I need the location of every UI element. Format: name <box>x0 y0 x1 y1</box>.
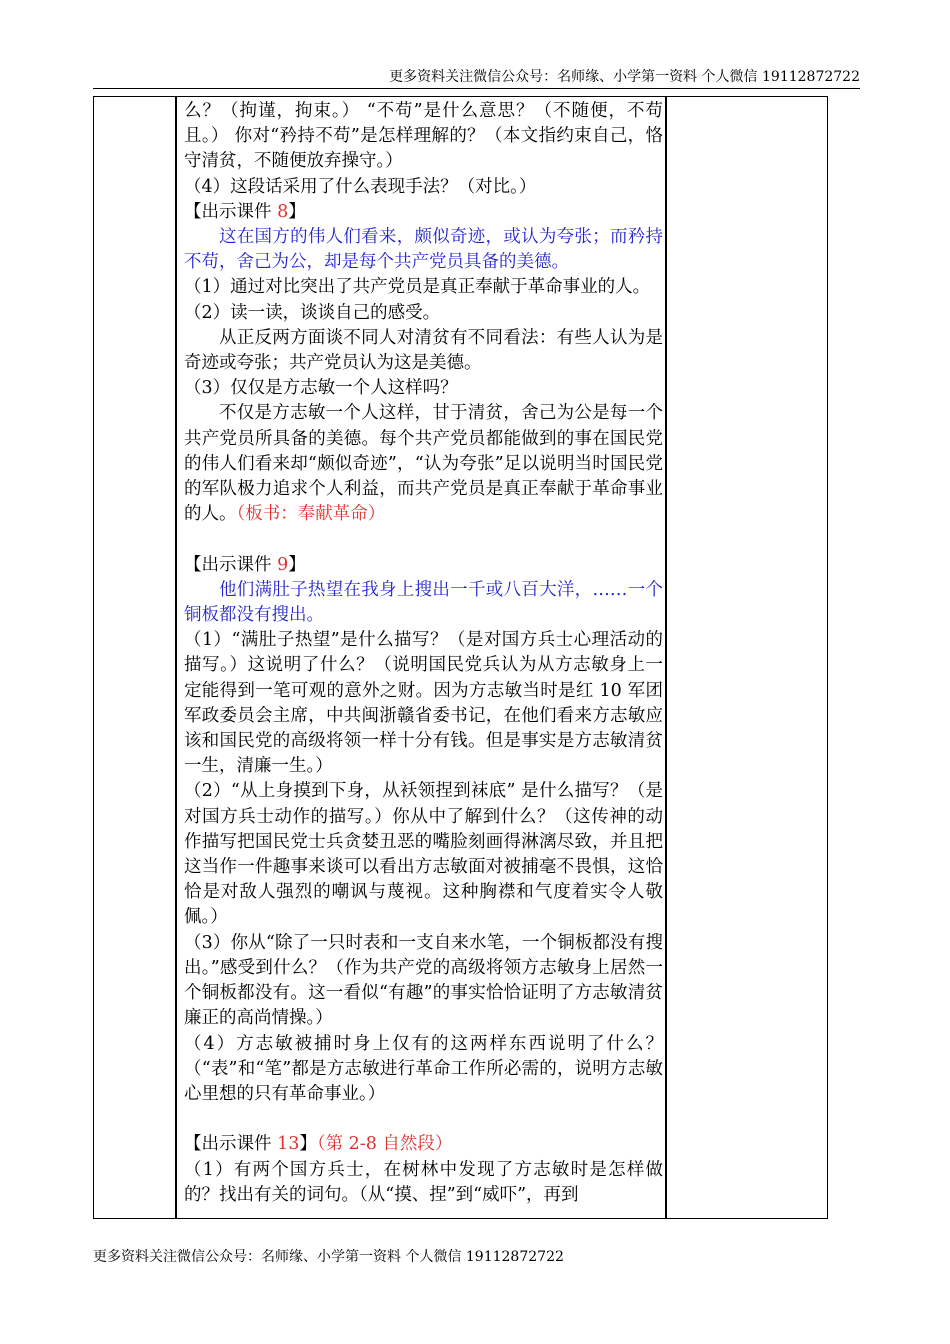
courseware-8-label <box>184 200 663 225</box>
courseware-13-label <box>184 1132 663 1157</box>
lesson-content-cell <box>184 99 663 1208</box>
paragraph: （4）这段话采用了什么表现手法？（对比。） <box>184 176 537 197</box>
quote-courseware-9: 他们满肚子热望在我身上搜出一千或八百大洋，……一个铜板都没有搜出。 <box>184 579 663 626</box>
courseware-number: 13 <box>277 1134 300 1155</box>
board-note: （板书：奉献革命） <box>236 504 386 525</box>
table-col-divider-right <box>665 97 667 1218</box>
paragraph-text: 不仅是方志敏一个人这样，甘于清贫，舍己为公是每一个共产党员所具备的美德。每个共产党员都能做到的事在国民党的伟人们看来却“颇似奇迹”，“认为夸张”足以说明当时国民党的军队极力追求个人利益，而共产党员是真正奉献于革命事业的人。 <box>184 403 663 525</box>
header-divider <box>93 88 860 89</box>
courseware-bracket: 【出示课件 <box>184 201 278 222</box>
paragraph: （2）“从上身摸到下身，从袄领捏到袜底” 是什么描写？（是对国方兵士动作的描写。）你从中了解到什么？（这传神的动作描写把国民党士兵贪婪丑恶的嘴脸刻画得淋漓尽致，并且把这当作一件趣事来谈可以看出方志敏面对被捕毫不畏惧，这恰恰是对敌人强烈的嘲讽与蔑视。这种胸襟和气度着实令人敬佩。） <box>184 781 663 928</box>
paragraph: （1）通过对比突出了共产党员是真正奉献于革命事业的人。 <box>184 277 651 298</box>
courseware-bracket: 】 <box>299 1134 317 1155</box>
courseware-9-label <box>184 553 663 578</box>
spacer <box>184 527 663 552</box>
paragraph: （1）“满肚子热望”是什么描写？（是对国方兵士心理活动的描写。）这说明了什么？（说明国民党兵认为从方志敏身上一定能得到一笔可观的意外之财。因为方志敏当时是红 10 军团军政委员会主席，中共闽浙赣省委书记，在他们看来方志敏应该和国民党的高级将领一样十分有钱。但是事实是方志敏清贫一生，清廉一生。） <box>184 630 663 777</box>
paragraph: 么？（拘谨，拘束。） “不苟”是什么意思？（不随便，不苟且。） 你对“矜持不苟”是怎样理解的？（本文指约束自己，恪守清贫，不随便放弃操守。） <box>184 101 663 172</box>
lesson-table <box>93 96 828 1219</box>
table-col-divider-left <box>175 97 177 1218</box>
courseware-bracket: 【出示课件 <box>184 554 278 575</box>
courseware-number: 8 <box>277 201 289 222</box>
courseware-bracket: 【出示课件 <box>184 1134 278 1155</box>
courseware-bracket: 】 <box>288 554 306 575</box>
paragraph: （4）方志敏被捕时身上仅有的这两样东西说明了什么？（“表”和“笔”都是方志敏进行革命工作所必需的，说明方志敏心里想的只有革命事业。） <box>184 1033 663 1104</box>
courseware-bracket: 】 <box>288 201 306 222</box>
paragraph: （3）仅仅是方志敏一个人这样吗？ <box>184 378 458 399</box>
paragraph <box>184 401 663 527</box>
courseware-number: 9 <box>277 554 289 575</box>
paragraph: （2）读一读，谈谈自己的感受。 <box>184 302 441 323</box>
page-footer: 更多资料关注微信公众号：名师缘、小学第一资料 个人微信 19112872722 <box>93 1249 564 1265</box>
spacer <box>184 1107 663 1132</box>
courseware-note: （第 2-8 自然段） <box>316 1134 453 1155</box>
page-header: 更多资料关注微信公众号：名师缘、小学第一资料 个人微信 19112872722 <box>389 69 860 85</box>
paragraph: 从正反两方面谈不同人对清贫有不同看法：有些人认为是奇迹或夸张；共产党员认为这是美德。 <box>184 327 663 374</box>
paragraph: （3）你从“除了一只时表和一支自来水笔，一个铜板都没有搜出。”感受到什么？（作为共产党的高级将领方志敏身上居然一个铜板都没有。这一看似“有趣”的事实恰恰证明了方志敏清贫廉正的高尚情操。） <box>184 932 663 1029</box>
quote-courseware-8: 这在国方的伟人们看来，颇似奇迹，或认为夸张；而矜持不苟，舍己为公，却是每个共产党员具备的美德。 <box>184 227 663 273</box>
paragraph: （1）有两个国方兵士，在树林中发现了方志敏时是怎样做的？找出有关的词句。（从“摸、捏”到“威吓”，再到 <box>184 1159 663 1205</box>
